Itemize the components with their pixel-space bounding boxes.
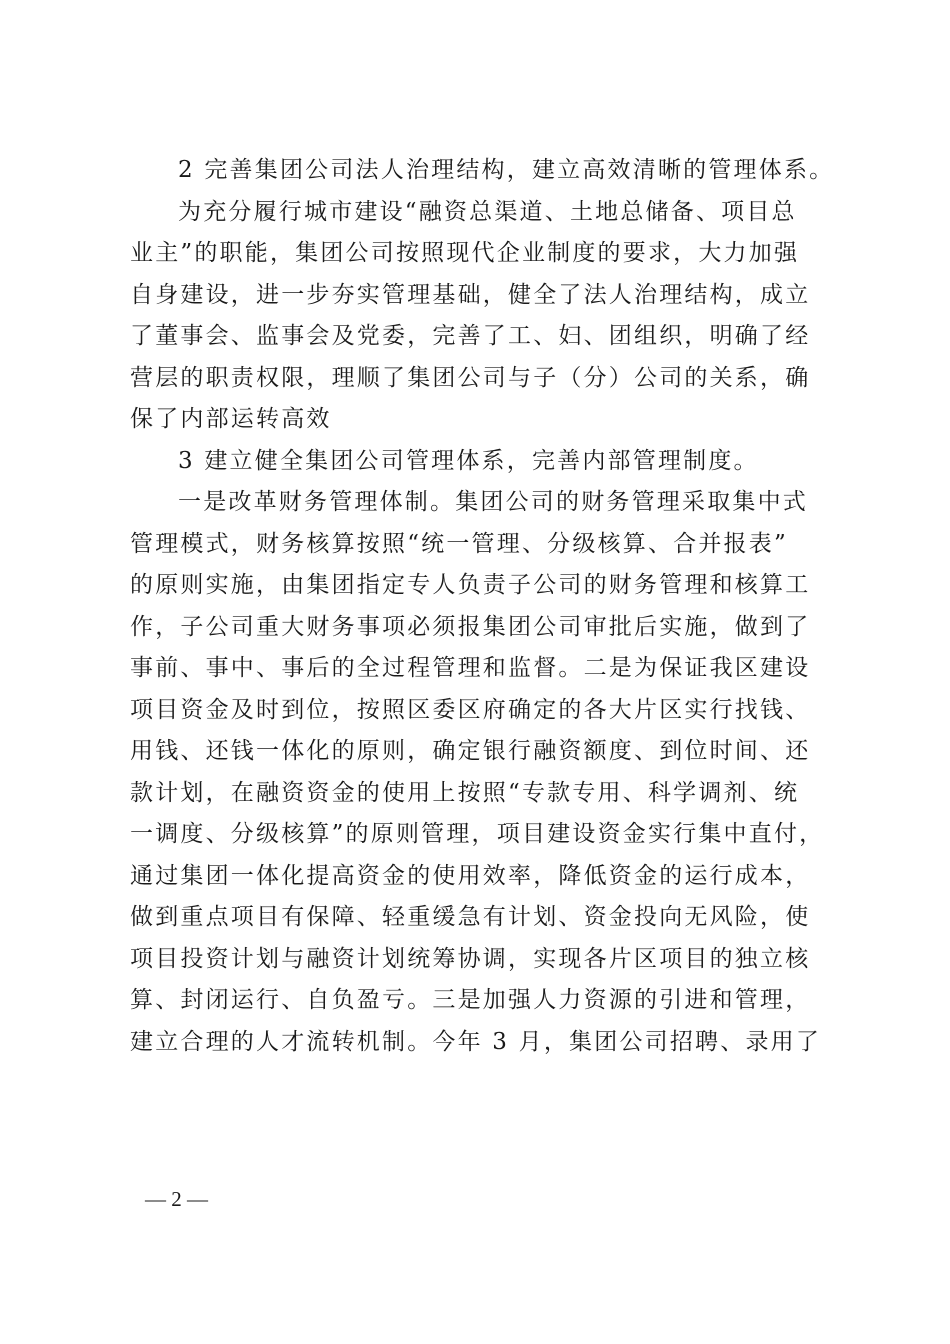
text-line: 为充分履行城市建设“融资总渠道、土地总储备、项目总 <box>178 198 797 225</box>
text-line: 营层的职责权限，理顺了集团公司与子（分）公司的关系，确 <box>130 364 811 391</box>
text-line: 2 完善集团公司法人治理结构，建立高效清晰的管理体系。 <box>178 157 835 183</box>
text-line: 3 建立健全集团公司管理体系，完善内部管理制度。 <box>178 447 759 474</box>
text-line: 管理模式，财务核算按照“统一管理、分级核算、合并报表” <box>130 530 788 557</box>
text-line: 业主”的职能，集团公司按照现代企业制度的要求，大力加强 <box>130 240 800 266</box>
text-line: 一调度、分级核算”的原则管理，项目建设资金实行集中直付， <box>130 821 825 847</box>
text-line: 一是改革财务管理体制。集团公司的财务管理采取集中式 <box>178 489 808 515</box>
text-line: 建立合理的人才流转机制。今年 3 月，集团公司招聘、录用了 <box>130 1028 822 1055</box>
text-line: 款计划，在融资资金的使用上按照“专款专用、科学调剂、统 <box>130 779 800 806</box>
text-line: 了董事会、监事会及党委，完善了工、妇、团组织，明确了经 <box>130 323 811 349</box>
page-number: — 2 — <box>145 1187 208 1211</box>
text-line: 的原则实施，由集团指定专人负责子公司的财务管理和核算工 <box>130 572 811 598</box>
text-line: 自身建设，进一步夯实管理基础，健全了法人治理结构，成立 <box>130 281 811 308</box>
text-line: 事前、事中、事后的全过程管理和监督。二是为保证我区建设 <box>130 655 811 681</box>
text-line: 做到重点项目有保障、轻重缓急有计划、资金投向无风险，使 <box>130 904 811 930</box>
text-line: 通过集团一体化提高资金的使用效率，降低资金的运行成本， <box>130 862 811 889</box>
text-line: 算、封闭运行、自负盈亏。三是加强人力资源的引进和管理， <box>130 987 811 1013</box>
text-line: 作，子公司重大财务事项必须报集团公司审批后实施，做到了 <box>130 613 811 640</box>
text-line: 项目投资计划与融资计划统筹协调，实现各片区项目的独立核 <box>130 945 811 972</box>
text-line: 用钱、还钱一体化的原则，确定银行融资额度、到位时间、还 <box>130 738 811 764</box>
text-line: 保了内部运转高效 <box>130 406 332 432</box>
body-text <box>130 150 835 1063</box>
text-line: 项目资金及时到位，按照区委区府确定的各大片区实行找钱、 <box>130 696 811 723</box>
